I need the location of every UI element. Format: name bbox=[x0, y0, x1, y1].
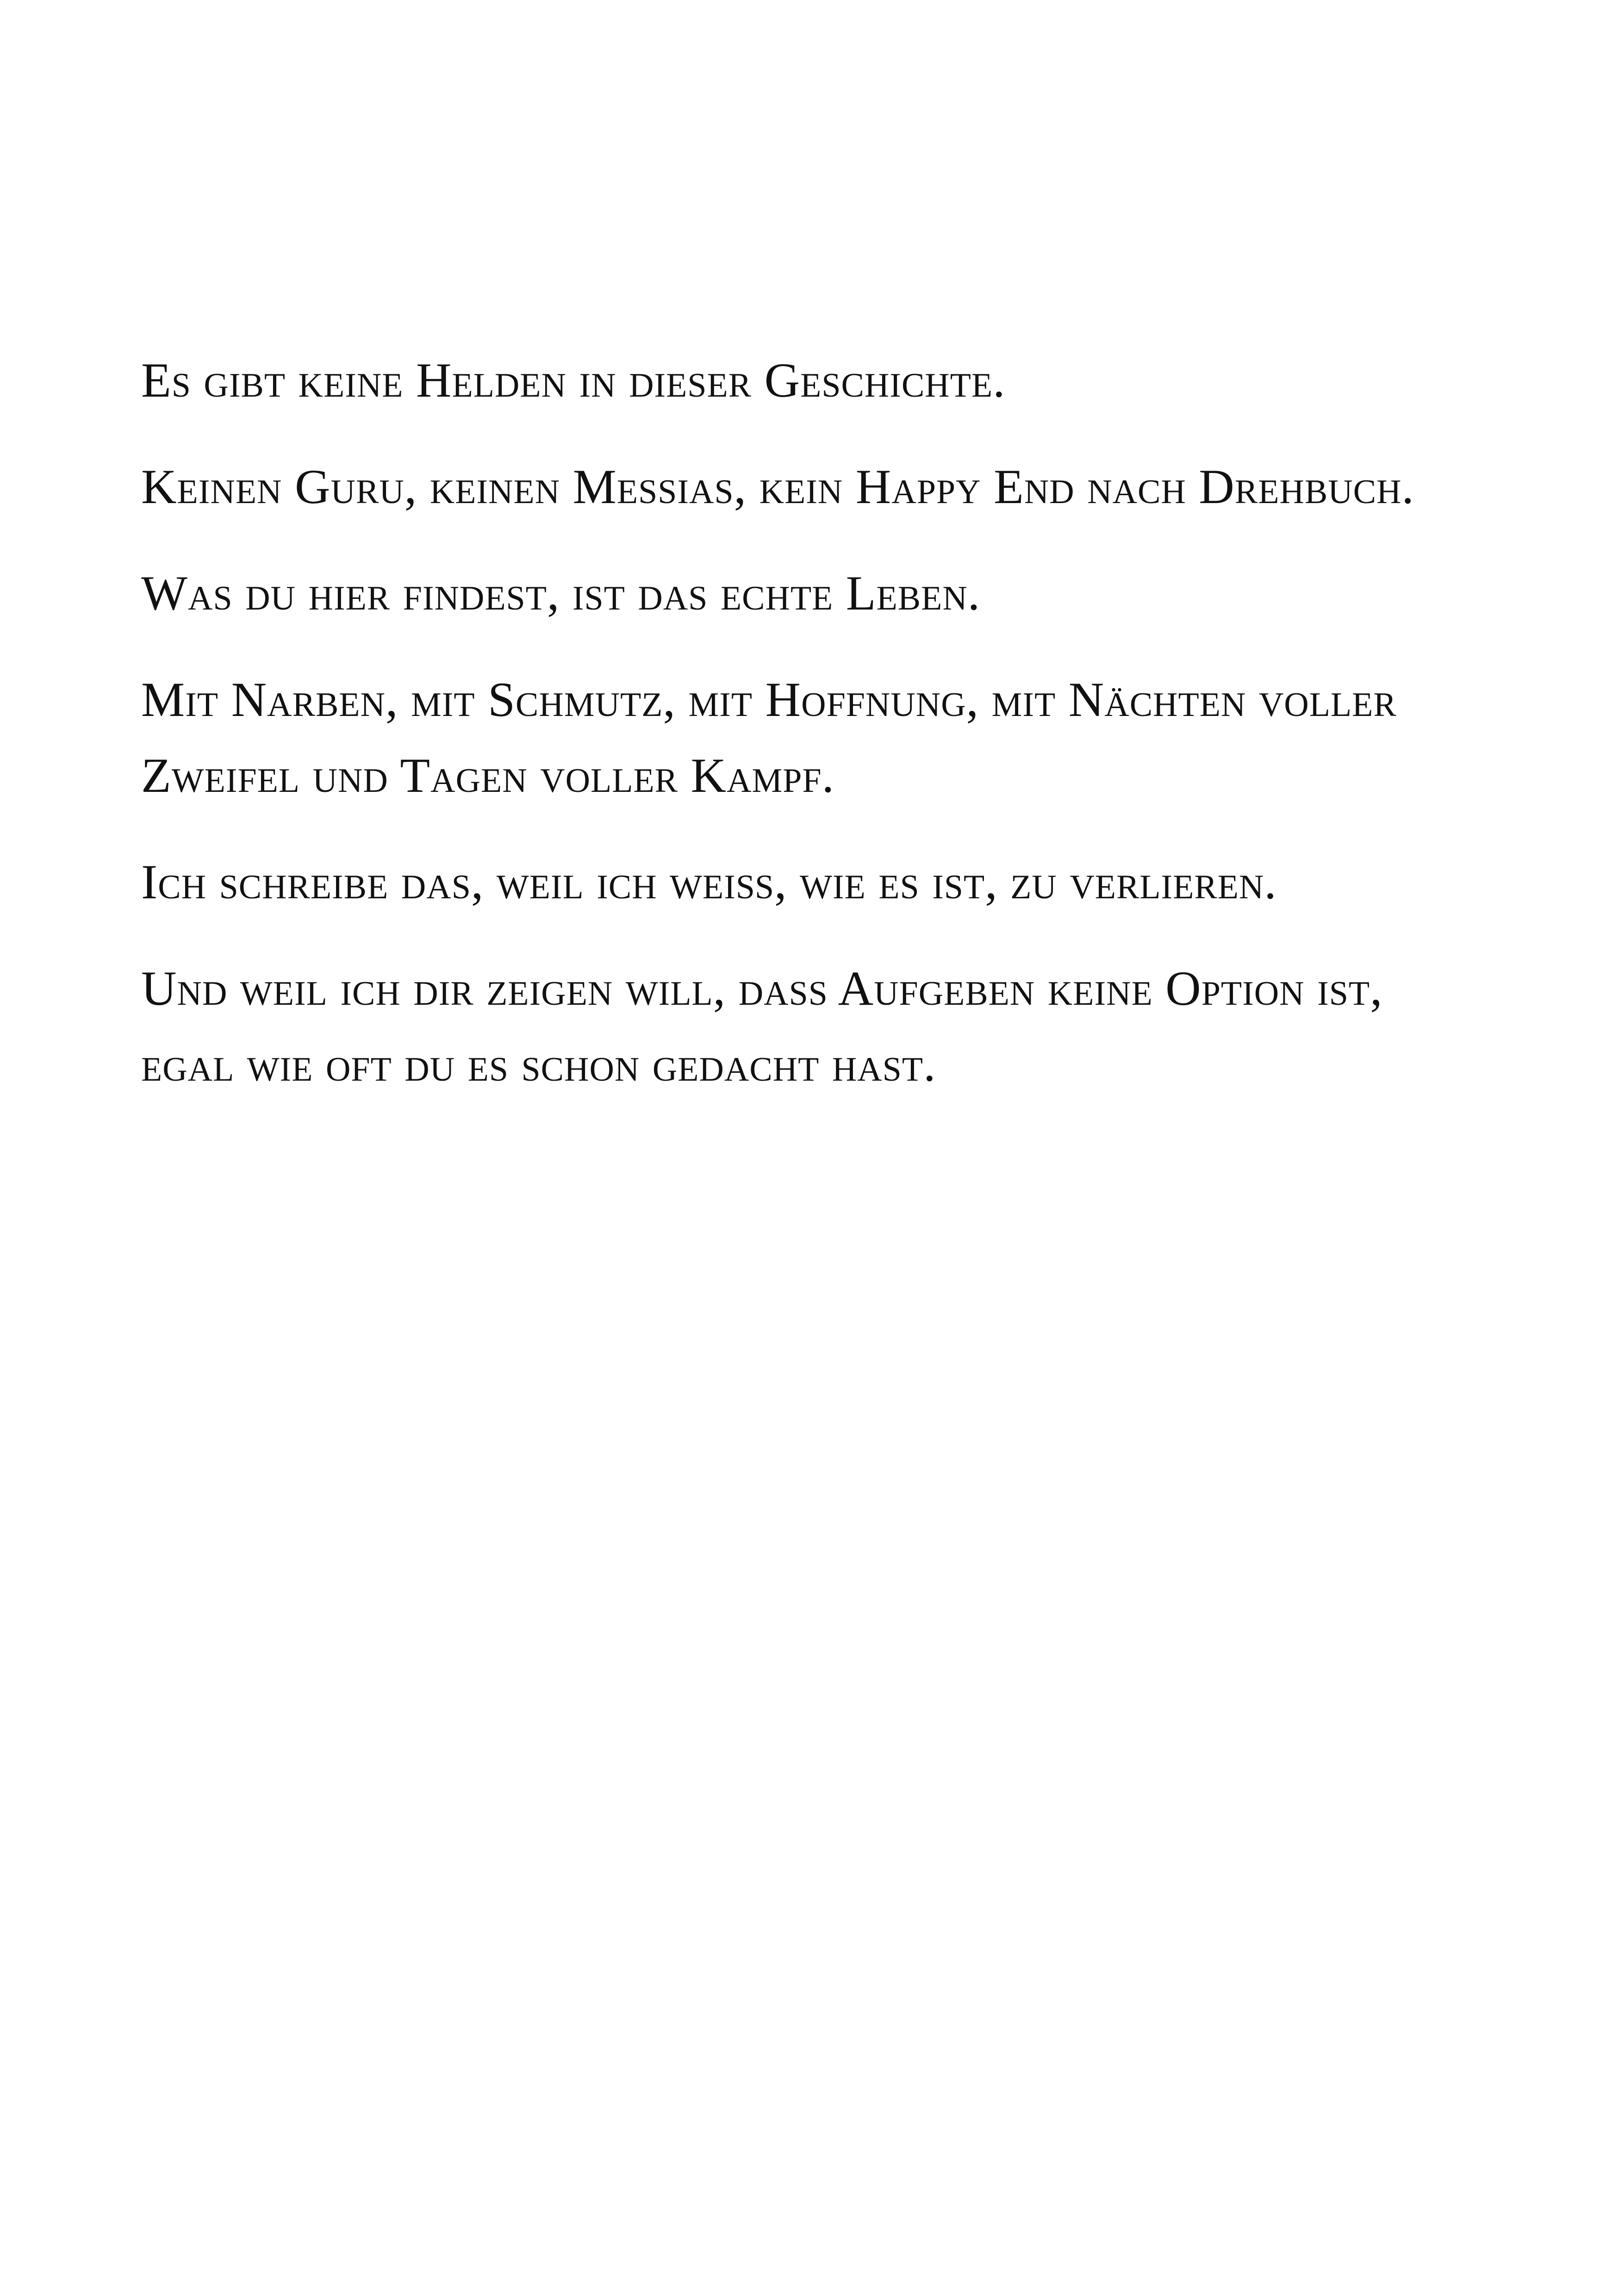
paragraph-1: Es gibt keine Helden in dieser Geschichte. bbox=[141, 353, 1006, 407]
paragraph-2: Keinen Guru, keinen Messias, kein Happy End nach Drehbuch. bbox=[141, 460, 1415, 514]
paragraph-5: Ich schreibe das, weil ich weiß, wie es ist, zu verlieren. bbox=[141, 855, 1277, 909]
paragraph-3: Was du hier findest, ist das echte Leben. bbox=[141, 566, 981, 620]
paragraph-4: Mit Narben, mit Schmutz, mit Hoffnung, mit Nächten voller Zweifel und Tagen voller Kampf. bbox=[141, 672, 1397, 803]
body-text bbox=[141, 342, 1483, 1133]
paragraph-6: Und weil ich dir zeigen will, dass Aufgeben keine Option ist, egal wie oft du es schon gedacht hast. bbox=[141, 961, 1383, 1091]
